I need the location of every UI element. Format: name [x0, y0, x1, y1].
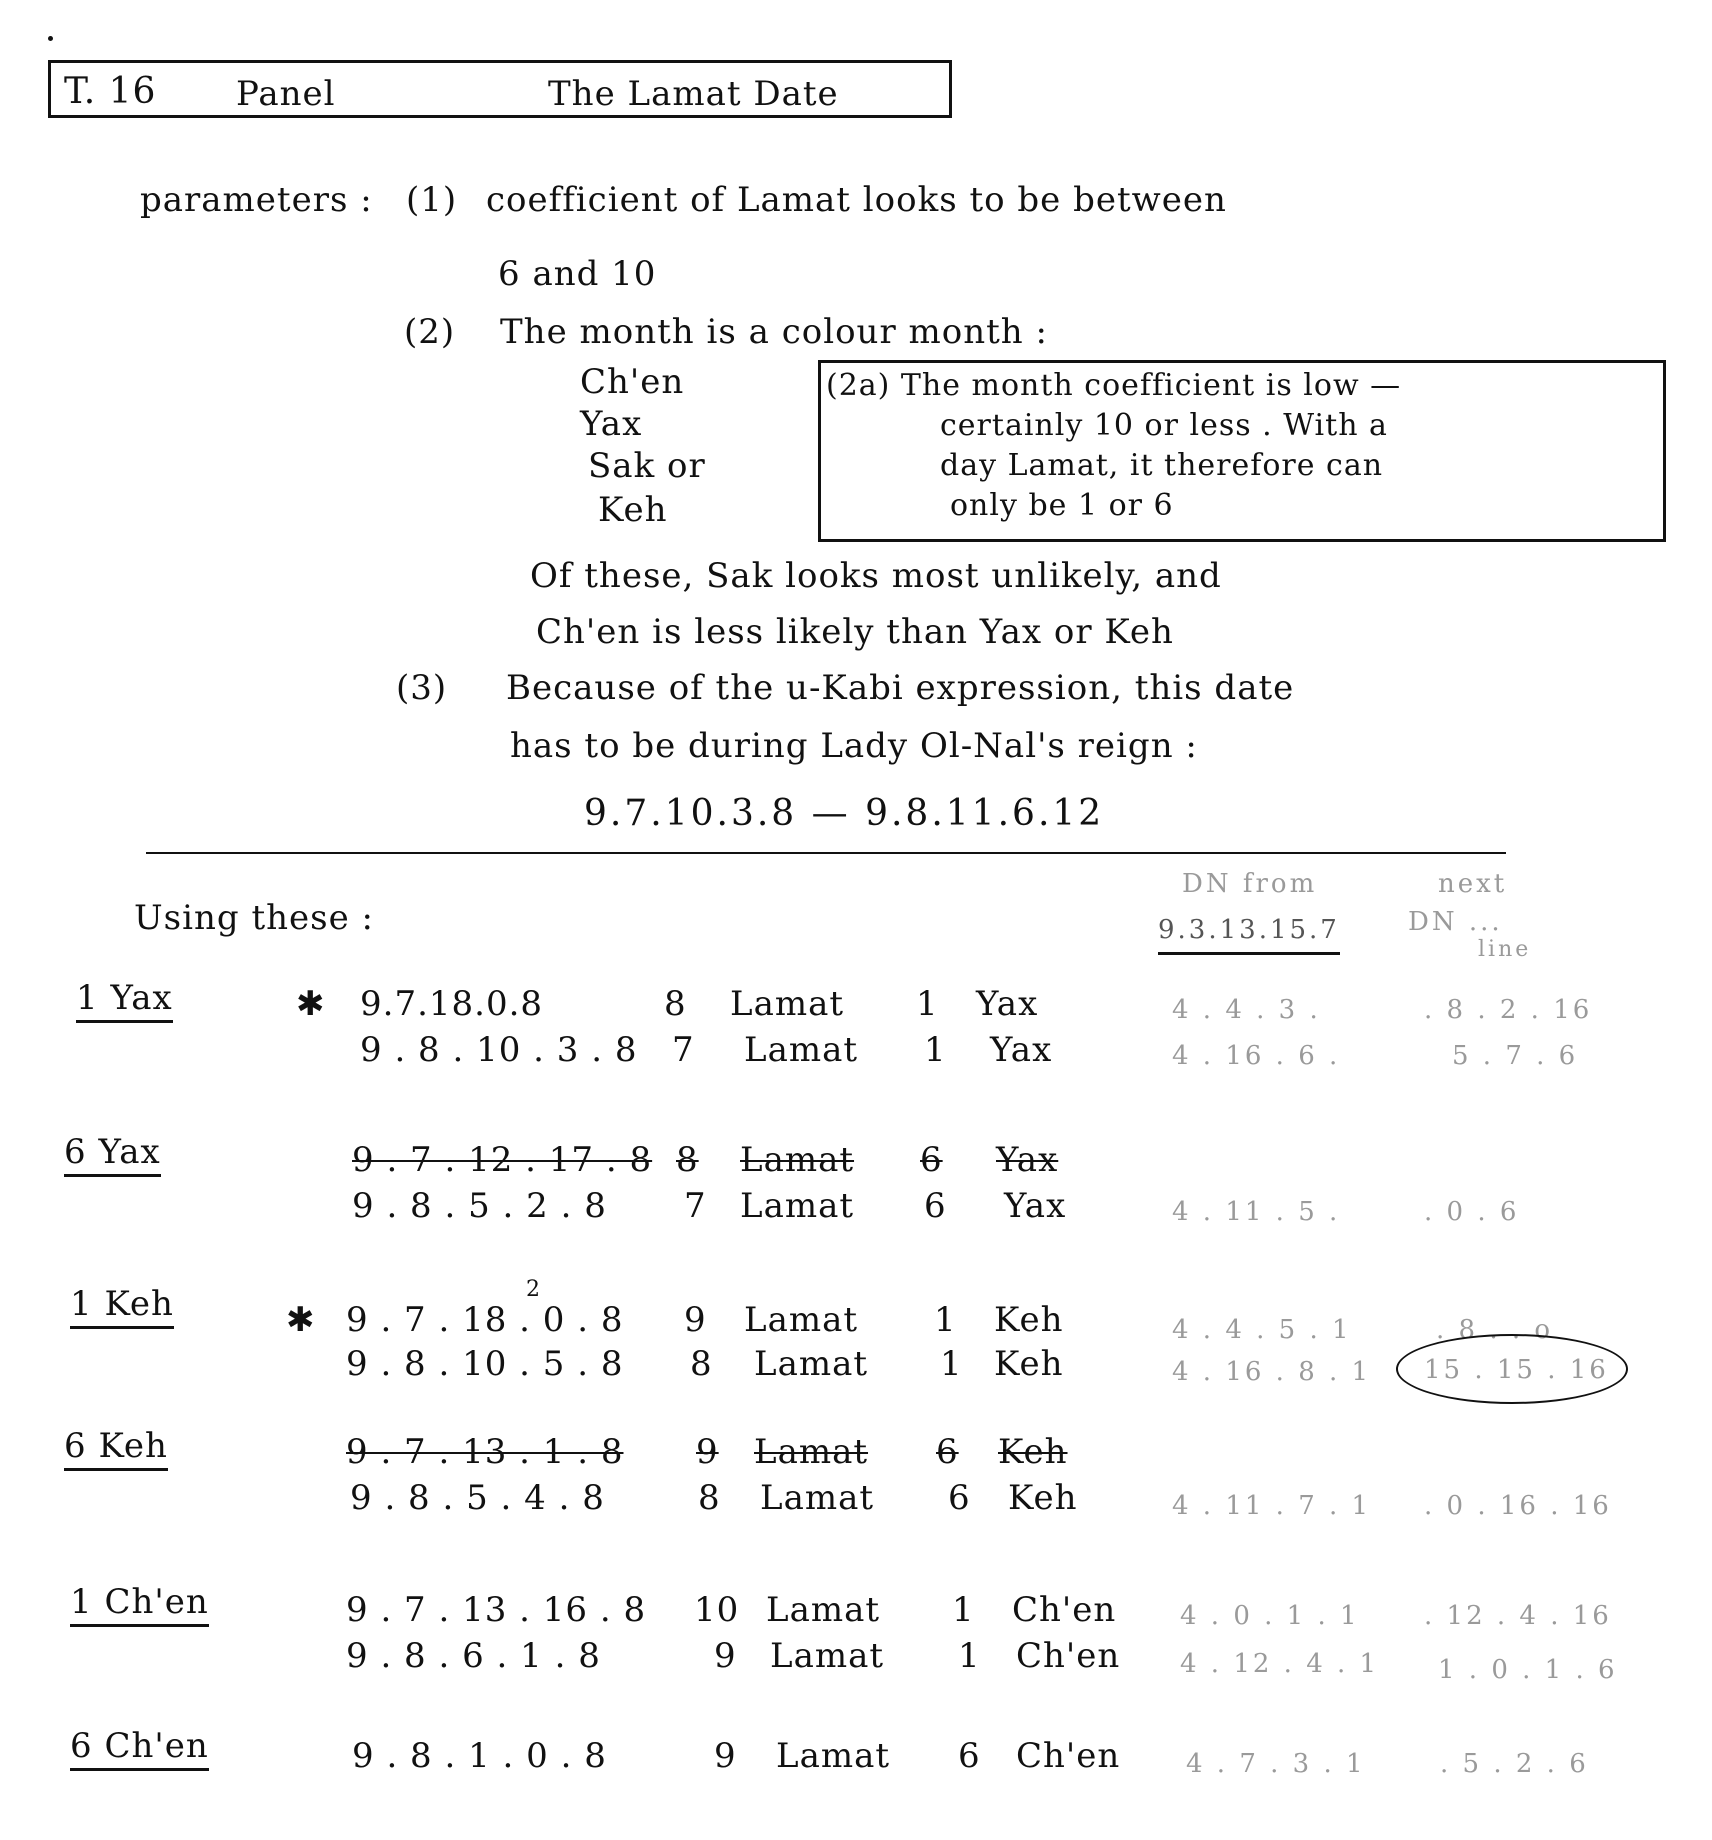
candidate-mark: ✱ [286, 1300, 316, 1340]
long-count: 9.7.18.0.8 [360, 984, 544, 1024]
col-next-heading-line-1: next [1438, 869, 1508, 899]
month-option: Yax [580, 404, 643, 444]
next-dn: 1 . 0 . 1 . 6 [1438, 1655, 1618, 1685]
note-2a-line: only be 1 or 6 [950, 488, 1174, 523]
day-coefficient: 8 [676, 1140, 699, 1180]
day-name: Lamat [740, 1186, 855, 1226]
group-label: 1 Keh [70, 1284, 174, 1329]
next-dn: . 5 . 2 . 6 [1440, 1749, 1589, 1779]
param-3-line-1: Because of the u-Kabi expression, this date [506, 668, 1295, 708]
long-count: 9 . 8 . 5 . 2 . 8 [352, 1186, 607, 1226]
month-coefficient: 1 [924, 1030, 947, 1070]
day-coefficient: 7 [672, 1030, 695, 1070]
col-next-heading-line-3: line [1478, 937, 1532, 962]
day-name: Lamat [730, 984, 845, 1024]
note-2a-line: day Lamat, it therefore can [940, 448, 1384, 483]
long-count: 9 . 7 . 13 . 16 . 8 [346, 1590, 647, 1630]
month-name: Yax [990, 1030, 1053, 1070]
long-count: 9 . 7 . 13 . 1 . 8 [346, 1432, 624, 1472]
col-dn-heading-line-2: 9.3.13.15.7 [1158, 910, 1340, 955]
next-dn: . 0 . 6 [1424, 1197, 1520, 1227]
distance-number: 4 . 4 . 5 . 1 [1172, 1315, 1352, 1345]
month-coefficient: 6 [948, 1478, 971, 1518]
month-name: Yax [996, 1140, 1059, 1180]
day-coefficient: 8 [690, 1344, 713, 1384]
distance-number: 4 . 11 . 7 . 1 [1172, 1491, 1372, 1521]
day-coefficient: 9 [714, 1736, 737, 1776]
param-3-line-2: has to be during Lady Ol-Nal's reign : [510, 726, 1198, 766]
next-dn: . 12 . 4 . 16 [1424, 1601, 1612, 1631]
superscript-correction: 2 [526, 1277, 541, 1302]
month-coefficient: 1 [952, 1590, 975, 1630]
month-option: Sak or [588, 446, 706, 486]
long-count: 9 . 7 . 12 . 17 . 8 [352, 1140, 653, 1180]
day-name: Lamat [744, 1300, 859, 1340]
month-coefficient: 1 [934, 1300, 957, 1340]
day-name: Lamat [760, 1478, 875, 1518]
next-dn: . 8 . . o [1436, 1315, 1554, 1345]
long-count: 9 . 8 . 1 . 0 . 8 [352, 1736, 607, 1776]
day-coefficient: 9 [696, 1432, 719, 1472]
month-coefficient: 1 [958, 1636, 981, 1676]
month-name: Ch'en [1012, 1590, 1117, 1630]
page-title: The Lamat Date [548, 74, 839, 114]
day-name: Lamat [770, 1636, 885, 1676]
month-name: Ch'en [1016, 1736, 1121, 1776]
parameters-label: parameters : [140, 180, 373, 220]
long-count: 9 . 8 . 10 . 5 . 8 [346, 1344, 624, 1384]
day-name: Lamat [776, 1736, 891, 1776]
month-name: Keh [994, 1300, 1064, 1340]
col-dn-heading-line-1: DN from [1182, 869, 1318, 899]
distance-number: 4 . 16 . 8 . 1 [1172, 1357, 1372, 1387]
day-coefficient: 8 [698, 1478, 721, 1518]
month-name: Keh [998, 1432, 1068, 1472]
param-2-conclusion-2: Ch'en is less likely than Yax or Keh [536, 612, 1174, 652]
month-coefficient: 1 [940, 1344, 963, 1384]
day-name: Lamat [740, 1140, 855, 1180]
panel-code: T. 16 [64, 71, 157, 112]
month-name: Ch'en [1016, 1636, 1121, 1676]
next-dn: 15 . 15 . 16 [1424, 1355, 1609, 1385]
day-coefficient: 9 [684, 1300, 707, 1340]
distance-number: 4 . 0 . 1 . 1 [1180, 1601, 1360, 1631]
group-label: 6 Ch'en [70, 1726, 209, 1771]
month-name: Keh [1008, 1478, 1078, 1518]
param-2-number: (2) [404, 312, 456, 352]
day-name: Lamat [744, 1030, 859, 1070]
group-label: 6 Yax [64, 1132, 161, 1177]
distance-number: 4 . 12 . 4 . 1 [1180, 1649, 1380, 1679]
section-divider [146, 852, 1506, 854]
panel-type: Panel [236, 74, 336, 114]
month-name: Yax [976, 984, 1039, 1024]
day-name: Lamat [754, 1344, 869, 1384]
next-dn: 5 . 7 . 6 [1452, 1041, 1579, 1071]
distance-number: 4 . 11 . 5 . [1172, 1197, 1341, 1227]
using-these-label: Using these : [134, 898, 374, 938]
reign-range: 9.7.10.3.8 — 9.8.11.6.12 [584, 793, 1105, 834]
distance-number: 4 . 7 . 3 . 1 [1186, 1749, 1366, 1779]
note-2a-line: certainly 10 or less . With a [940, 408, 1388, 443]
param-1-line-2: 6 and 10 [498, 254, 657, 294]
month-name: Yax [1004, 1186, 1067, 1226]
month-coefficient: 6 [958, 1736, 981, 1776]
next-dn: . 0 . 16 . 16 [1424, 1491, 1612, 1521]
day-name: Lamat [754, 1432, 869, 1472]
group-label: 6 Keh [64, 1426, 168, 1471]
next-dn: . 8 . 2 . 16 [1424, 995, 1593, 1025]
distance-number: 4 . 4 . 3 . [1172, 995, 1321, 1025]
param-1-line-1: coefficient of Lamat looks to be between [486, 180, 1227, 220]
group-label: 1 Ch'en [70, 1582, 209, 1627]
group-label: 1 Yax [76, 978, 173, 1023]
long-count: 9 . 8 . 6 . 1 . 8 [346, 1636, 601, 1676]
param-2-line: The month is a colour month : [500, 312, 1048, 352]
candidate-mark: ✱ [296, 984, 326, 1024]
long-count: 9 . 8 . 5 . 4 . 8 [350, 1478, 605, 1518]
param-2-conclusion-1: Of these, Sak looks most unlikely, and [530, 556, 1222, 596]
col-next-heading-line-2: DN ... [1408, 907, 1503, 937]
day-coefficient: 9 [714, 1636, 737, 1676]
distance-number: 4 . 16 . 6 . [1172, 1041, 1341, 1071]
day-name: Lamat [766, 1590, 881, 1630]
month-option: Ch'en [580, 362, 685, 402]
param-1-number: (1) [406, 180, 458, 220]
param-3-number: (3) [396, 668, 448, 708]
month-name: Keh [994, 1344, 1064, 1384]
note-2a-line: (2a) The month coefficient is low — [826, 368, 1402, 403]
long-count: 9 . 8 . 10 . 3 . 8 [360, 1030, 638, 1070]
day-coefficient: 8 [664, 984, 687, 1024]
month-option: Keh [598, 490, 668, 530]
month-coefficient: 6 [924, 1186, 947, 1226]
month-coefficient: 6 [920, 1140, 943, 1180]
month-coefficient: 1 [916, 984, 939, 1024]
long-count: 9 . 7 . 18 . 0 . 8 [346, 1300, 624, 1340]
month-coefficient: 6 [936, 1432, 959, 1472]
stray-dot [48, 36, 53, 41]
day-coefficient: 7 [684, 1186, 707, 1226]
day-coefficient: 10 [694, 1590, 740, 1630]
